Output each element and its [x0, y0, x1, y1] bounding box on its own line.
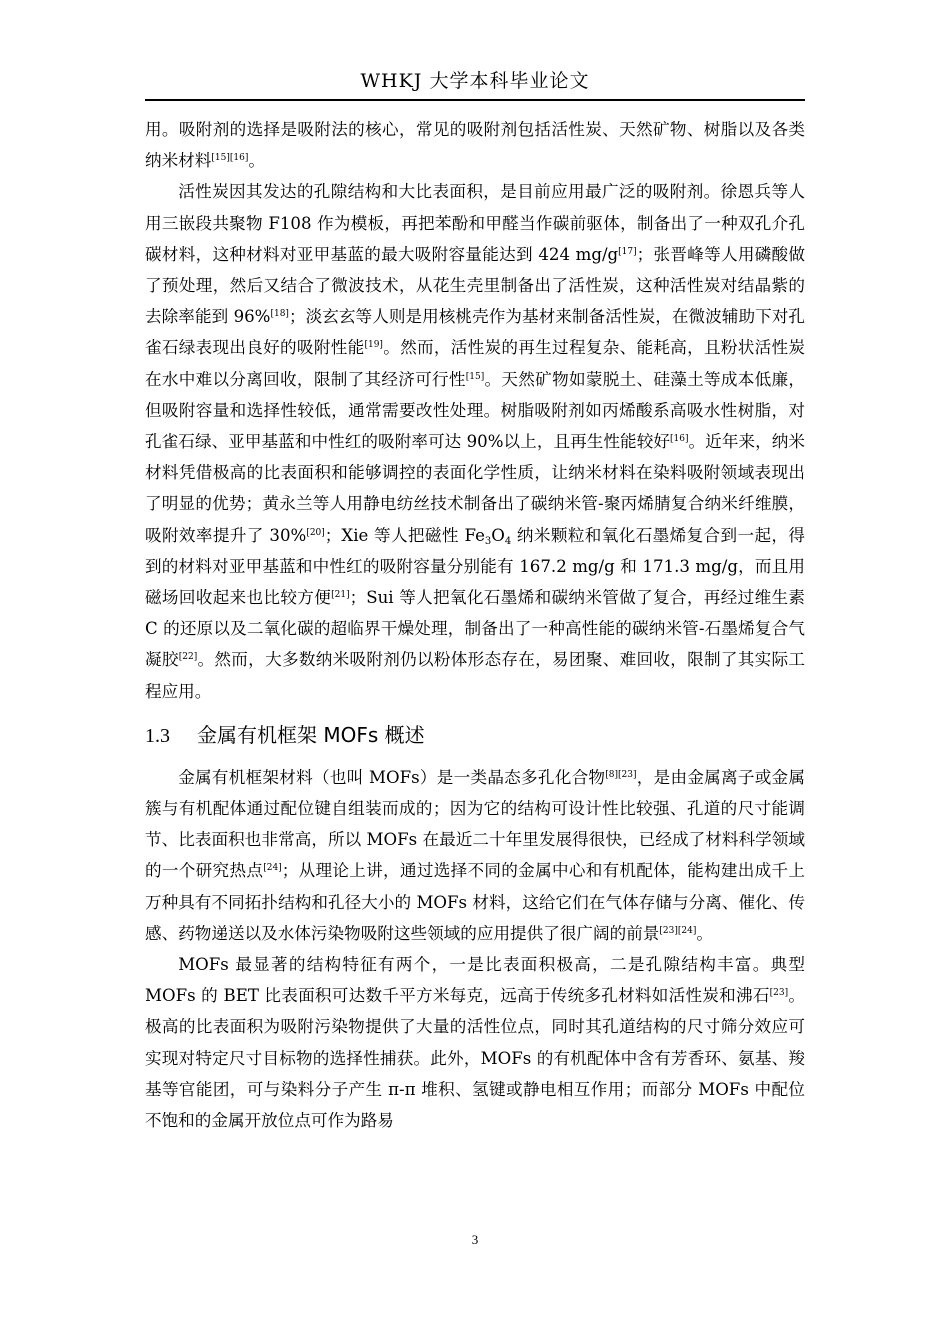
citation: [20] [306, 527, 325, 538]
page-number: 3 [471, 1232, 479, 1247]
header-rule [145, 99, 805, 101]
citation: [21] [331, 590, 350, 601]
page-body [145, 114, 805, 1136]
citation: [17] [618, 246, 637, 257]
subscript: 3 [484, 535, 492, 547]
section-heading [145, 713, 805, 758]
citation: [22] [178, 652, 198, 663]
paragraph-activated-carbon: 活性炭因其发达的孔隙结构和大比表面积，是目前应用最广泛的吸附剂。徐恩兵等人用三嵌段共聚物 F108 作为模板，再把苯酚和甲醛当作碳前驱体，制备出了一种双孔介孔碳材料，这种材料对亚甲基蓝的最大吸附容量能达到 424 mg/g[17]；张晋峰等人用磷酸做了预处理，然后又结合了微波技术，从花生壳里制备出了活性炭，这种活性炭对结晶紫的去除率能到 96%[18]；淡玄玄等人则是用核桃壳作为基材来制备活性炭，在微波辅助下对孔雀石绿表现出良好的吸附性能[19]。然而，活性炭的再生过程复杂、能耗高，且粉状活性炭在水中难以分离回收，限制了其经济可行性[15]。天然矿物如蒙脱土、硅藻土等成本低廉，但吸附容量和选择性较低，通常需要改性处理。树脂吸附剂如丙烯酸系高吸水性树脂，对孔雀石绿、亚甲基蓝和中性红的吸附率可达 90%以上，且再生性能较好[16]。近年来，纳米材料凭借极高的比表面积和能够调控的表面化学性质，让纳米材料在染料吸附领域表现出了明显的优势；黄永兰等人用静电纺丝技术制备出了碳纳米管-聚丙烯腈复合纳米纤维膜，吸附效率提升了 30%[20]；Xie 等人把磁性 $Fe_3O_4$ 纳米颗粒和氧化石墨烯复合到一起，得到的材料对亚甲基蓝和中性红的吸附容量分别能有 167.2 mg/g 和 171.3 mg/g，而且用磁场回收起来也比较方便[21]；Sui 等人把氧化石墨烯和碳纳米管做了复合，再经过维生素 C 的还原以及二氧化碳的超临界干燥处理，制备出了一种高性能的碳纳米管-石墨烯复合气凝胶[22]。然而，大多数纳米吸附剂仍以粉体形态存在，易团聚、难回收，限制了其实际工程应用。 [145, 182, 806, 701]
section-title: 金属有机框架 MOFs 概述 [197, 722, 425, 747]
citation: [18] [270, 309, 289, 320]
citation: [15][16] [211, 153, 249, 164]
citation: [16] [670, 434, 689, 445]
section-number: 1.3 [145, 724, 170, 747]
citation: [19] [364, 340, 383, 351]
citation: [23][24] [659, 925, 697, 936]
citation: [24] [263, 863, 282, 874]
paragraph-mofs-structure: MOFs 最显著的结构特征有两个，一是比表面积极高，二是孔隙结构丰富。典型 MOFs 的 BET 比表面积可达数千平方米每克，远高于传统多孔材料如活性炭和沸石[23]。极高的比表面积为吸附污染物提供了大量的活性位点，同时其孔道结构的尺寸筛分效应可实现对特定尺寸目标物的选择性捕获。此外，MOFs 的有机配体中含有芳香环、氨基、羧基等官能团，可与染料分子产生 π-π 堆积、氢键或静电相互作用；而部分 MOFs 中配位不饱和的金属开放位点可作为路易 [145, 955, 805, 1131]
citation: [15] [465, 371, 485, 382]
citation: [8][23] [605, 769, 637, 780]
subscript: 4 [504, 535, 512, 547]
paragraph-adsorbent-intro: 用。吸附剂的选择是吸附法的核心，常见的吸附剂包括活性炭、天然矿物、树脂以及各类纳米材料[15][16]。 [145, 120, 805, 171]
citation: [23] [769, 988, 789, 999]
paragraph-mofs-overview: 金属有机框架材料（也叫 MOFs）是一类晶态多孔化合物[8][23]，是由金属离子或金属簇与有机配体通过配位键自组装而成的；因为它的结构可设计性比较强、孔道的尺寸能调节、比表面积也非常高，所以 MOFs 在最近二十年里发展得很快，已经成了材料科学领域的一个研究热点[24]；从理论上讲，通过选择不同的金属中心和有机配体，能构建出成千上万种具有不同拓扑结构和孔径大小的 MOFs 材料，这给它们在气体存储与分离、催化、传感、药物递送以及水体污染物吸附这些领域的应用提供了很广阔的前景[23][24]。 [145, 767, 806, 943]
running-header: WHKJ 大学本科毕业论文 [360, 70, 590, 92]
